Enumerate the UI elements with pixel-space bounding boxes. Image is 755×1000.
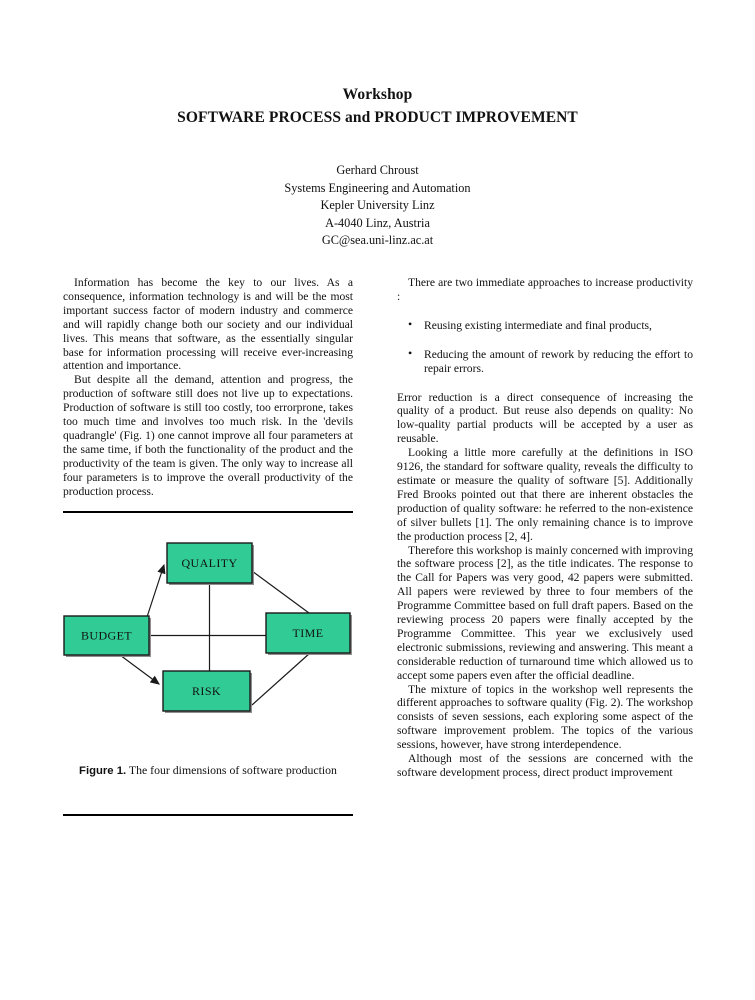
node-time-label: TIME	[292, 625, 324, 640]
approaches-list	[397, 316, 693, 376]
body-paragraph: Information has become the key to our lives. As a consequence, information technology is and will be the most important success factor of modern industry and commerce and will rapidly change both our society and our individual lives. This means that software, as the essentially singular base for information processing will receive ever-increasing attention and importance.	[63, 276, 353, 373]
devils-quadrangle-diagram	[63, 529, 353, 751]
paper-title-line2: SOFTWARE PROCESS and PRODUCT IMPROVEMENT	[177, 109, 578, 126]
list-item-text: Reducing the amount of rework by reducing the effort to repair errors.	[424, 347, 693, 375]
node-budget	[64, 616, 151, 657]
list-item	[397, 316, 693, 333]
figure-1	[63, 511, 353, 817]
left-column	[63, 276, 353, 816]
body-paragraph: The mixture of topics in the workshop well represents the different approaches to software quality (Fig. 2). The workshop consists of seven sessions, each exploring some aspect of the software improvement problem. The topics of the various sessions, however, have strong interdependence.	[397, 682, 693, 752]
figure-bottom-rule	[63, 814, 353, 816]
budget-quality-arrow	[147, 565, 164, 617]
figure-caption	[63, 764, 353, 779]
author-address: A-4040 Linz, Austria	[325, 215, 430, 230]
node-quality	[167, 543, 254, 585]
list-item	[397, 345, 693, 376]
body-paragraph: But despite all the demand, attention and progress, the production of software still does not live up to expectations. Production of software is still too costly, too errorprone, takes too much time and involves too much risk. In the 'devils quadrangle' (Fig. 1) one cannot improve all four parameters at the same time, if both the functionality of the product and the productivity of the team is given. The only way to increase all four parameters is to improve the overall productivity of the production process.	[63, 373, 353, 498]
bullet-icon: •	[408, 316, 413, 331]
paper-header	[0, 83, 755, 250]
node-quality-label: QUALITY	[181, 555, 238, 570]
node-risk-label: RISK	[192, 683, 221, 698]
body-paragraph: Error reduction is a direct consequence of increasing the quality of a product. But reuse also depends on quality: No low-quality partial products will be accepted by a user as reusable.	[397, 390, 693, 446]
node-risk	[163, 671, 252, 713]
author-name: Gerhard Chroust	[336, 163, 419, 177]
right-column	[397, 276, 693, 816]
figure-top-rule	[63, 511, 353, 513]
author-university: Kepler University Linz	[320, 198, 435, 212]
node-time	[266, 613, 352, 655]
author-email: GC@sea.uni-linz.ac.at	[321, 233, 434, 247]
body-paragraph: Although most of the sessions are concerned with the software development process, direct product improvement	[397, 752, 693, 779]
paper-title-line1: Workshop	[342, 86, 413, 103]
bullet-icon: •	[408, 345, 413, 360]
author-affiliation: Systems Engineering and Automation	[284, 180, 471, 195]
quality-time-line	[252, 571, 309, 613]
risk-time-line	[252, 653, 310, 705]
two-column-body	[63, 276, 693, 816]
author-block	[0, 162, 755, 250]
node-budget-label: BUDGET	[80, 628, 133, 642]
figure-caption-label: Figure 1.	[79, 764, 127, 777]
body-paragraph: Looking a little more carefully at the definitions in ISO 9126, the standard for software quality, reveals the difficulty to estimate or measure the quality of software [5]. Additionally Fred Brooks pointed out that there are inherent obstacles the production of quality software: he referred to the non-existence of silver bullets [1]. The only remaining chance is to improve the production process [2, 4].	[397, 446, 693, 543]
list-item-text: Reusing existing intermediate and final products,	[424, 318, 652, 332]
figure-caption-text: The four dimensions of software production	[128, 762, 337, 777]
body-paragraph: Therefore this workshop is mainly concerned with improving the software process [2], as the title indicates. The response to the Call for Papers was very good, 42 papers were submitted. All papers were reviewed by three to four members of the Programme Committee based on full draft papers. Based on the reviewing process 20 papers were finally accepted by the Programme Committee. This year we exclusively used electronic submissions, reviewing and answering. This meant a considerable reduction of turnaround time which allowed us to accept some papers even after the official deadline.	[397, 543, 693, 682]
body-paragraph: There are two immediate approaches to increase productivity :	[397, 276, 693, 303]
budget-risk-arrow	[120, 655, 159, 684]
